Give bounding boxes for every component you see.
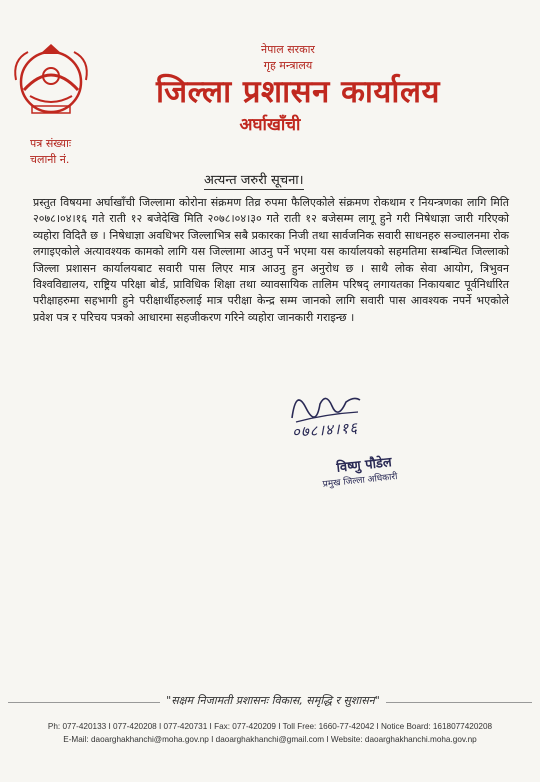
signer-title: प्रमुख जिल्ला अधिकारी [322,472,399,490]
signature-date: ०७८।४।१६ [291,418,359,442]
footer-divider-left [8,702,160,703]
district-name: अर्घाखाँची [239,115,301,135]
notice-body: प्रस्तुत विषयमा अर्घाखाँची जिल्लामा कोरोना संक्रमण तिव्र रुपमा फैलिएकोले संक्रमण रोकथाम र नियन्त्रणका लागि मिति २०७८।०४।१६ गते राती १२ बजेदेखि मिति २०७८।०४।३० गते राती १२ बजेसम्म लागू हुने गरी निषेधाज्ञा जारी गरिएको व्यहोरा विदितै छ । निषेधाज्ञा अवधिभर जिल्लाभित्र सबै प्रकारका निजी तथा सार्वजनिक सवारी साधनहरु सञ्चालनमा रोक लगाइएकोले अत्यावश्यक कामको लागि यस जिल्लामा आउनु पर्ने भएमा यस कार्यालयको सहमतिमा सम्बन्धित जिल्लाको जिल्ला प्रशासन कार्यालयबाट सवारी पास लिएर मात्र आउनु हुन अनुरोध छ । साथै लोक सेवा आयोग, त्रिभुवन विश्वविद्यालय, राष्ट्रिय परिक्षा बोर्ड, प्राविधिक शिक्षा तथा व्यावसायिक तालिम परिषद् लगायतका निकायबाट पूर्वनिर्धारित परीक्षाहरुमा सहभागी हुने परीक्षार्थीहरुलाई मात्र परीक्षा केन्द्र सम्म जानको लागि सवारी पास आवश्यक नपर्ने भएकोले प्रवेश पत्र र परिचय पत्रको आधारमा सहजीकरण गरिने व्यहोरा जानकारी गराइन्छ । [33,196,509,324]
dispatch-number-label: चलानी नं. [30,153,70,166]
notice-title: अत्यन्त जरुरी सूचना। [204,170,304,190]
contact-email-line: E-Mail: daoarghakhanchi@moha.gov.np I daoarghakhanchi@gmail.com I Website: daoarghakhanchi.moha.gov.np [63,735,477,744]
reference-block [30,136,71,168]
government-name: नेपाल सरकार [261,43,315,56]
letter-number-label: पत्र संख्याः [30,137,72,150]
footer-slogan: "सक्षम निजामती प्रशासनः विकास, समृद्धि र सुशासन" [166,694,380,707]
office-name: जिल्ला प्रशासन कार्यालय [156,74,440,110]
signer-name: विष्णु पौडेल [335,455,393,476]
footer-divider-right [386,702,532,703]
ministry-name: गृह मन्त्रालय [263,59,313,72]
contact-phone-line: Ph: 077-420133 I 077-420208 I 077-420731 I Fax: 077-420209 I Toll Free: 1660-77-42042 I Notice Board: 1618077420208 [47,722,493,731]
